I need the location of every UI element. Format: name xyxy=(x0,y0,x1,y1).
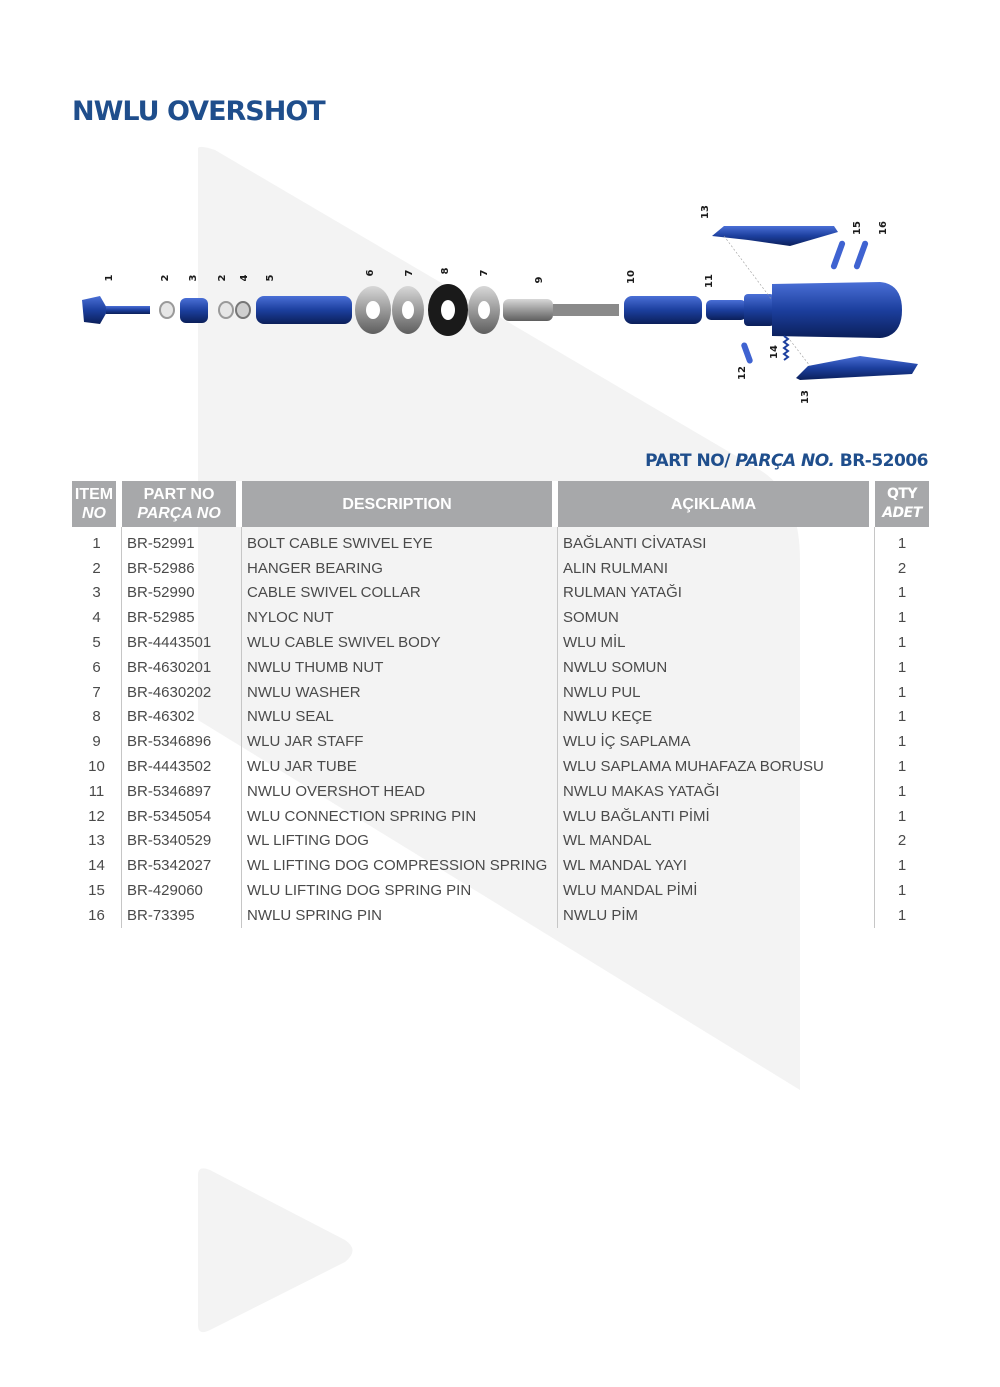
cell-aciklama: NWLU MAKAS YATAĞI xyxy=(558,779,875,804)
callout-number: 13 xyxy=(700,205,711,219)
cell-qty: 1 xyxy=(897,807,907,825)
cell-description: NWLU THUMB NUT xyxy=(242,655,558,680)
cell-description: HANGER BEARING xyxy=(242,556,558,581)
cell-item: 14 xyxy=(72,853,122,878)
cell-aciklama: WL MANDAL YAYI xyxy=(558,853,875,878)
part-lifting-dog xyxy=(712,226,838,246)
cell-aciklama: WLU BAĞLANTI PİMİ xyxy=(558,804,875,829)
cell-qty: 2 xyxy=(897,559,907,577)
header-qty: QTY ADET xyxy=(875,481,929,527)
cell-description: NWLU OVERSHOT HEAD xyxy=(242,779,558,804)
table-row xyxy=(72,581,929,606)
table-row xyxy=(72,903,929,928)
cell-part-no: BR-4443502 xyxy=(122,754,242,779)
table-row xyxy=(72,754,929,779)
cell-item: 4 xyxy=(72,605,122,630)
cell-part-no: BR-4630202 xyxy=(122,680,242,705)
cell-aciklama: RULMAN YATAĞI xyxy=(558,581,875,606)
cell-aciklama: WLU MİL xyxy=(558,630,875,655)
callout-number: 11 xyxy=(704,274,715,288)
cell-aciklama: ALIN RULMANI xyxy=(558,556,875,581)
cell-qty: 1 xyxy=(897,708,907,726)
cell-description: NYLOC NUT xyxy=(242,605,558,630)
part-spring-pin xyxy=(830,240,846,270)
callout-number: 15 xyxy=(852,221,863,235)
cell-aciklama: WLU MANDAL PİMİ xyxy=(558,878,875,903)
cell-part-no: BR-4630201 xyxy=(122,655,242,680)
table-row xyxy=(72,556,929,581)
table-row xyxy=(72,853,929,878)
part-collar xyxy=(180,298,208,323)
table-row xyxy=(72,878,929,903)
part-swivel-body xyxy=(256,296,352,324)
table-row xyxy=(72,527,929,556)
cell-description: BOLT CABLE SWIVEL EYE xyxy=(242,527,558,556)
cell-aciklama: SOMUN xyxy=(558,605,875,630)
callout-number: 7 xyxy=(404,269,415,277)
cell-part-no: BR-5342027 xyxy=(122,853,242,878)
cell-part-no: BR-5345054 xyxy=(122,804,242,829)
table-row xyxy=(72,680,929,705)
cell-part-no: BR-52986 xyxy=(122,556,242,581)
part-overshot-head xyxy=(706,282,902,338)
cell-description: WLU LIFTING DOG SPRING PIN xyxy=(242,878,558,903)
cell-qty: 1 xyxy=(897,584,907,602)
cell-description: WLU CABLE SWIVEL BODY xyxy=(242,630,558,655)
part-washer xyxy=(468,286,500,334)
cell-item: 12 xyxy=(72,804,122,829)
cell-item: 3 xyxy=(72,581,122,606)
cell-description: NWLU SEAL xyxy=(242,705,558,730)
table-row xyxy=(72,829,929,854)
cell-part-no: BR-52991 xyxy=(122,527,242,556)
cell-qty: 1 xyxy=(897,882,907,900)
cell-description: WL LIFTING DOG xyxy=(242,829,558,854)
callout-number: 1 xyxy=(104,274,115,282)
cell-aciklama: BAĞLANTI CİVATASI xyxy=(558,527,875,556)
cell-description: NWLU WASHER xyxy=(242,680,558,705)
cell-item: 1 xyxy=(72,527,122,556)
cell-aciklama: WLU SAPLAMA MUHAFAZA BORUSU xyxy=(558,754,875,779)
part-number-label: PART NO/ xyxy=(645,451,730,471)
cell-aciklama: NWLU KEÇE xyxy=(558,705,875,730)
cell-part-no: BR-4443501 xyxy=(122,630,242,655)
cell-item: 16 xyxy=(72,903,122,928)
callout-number: 3 xyxy=(188,274,199,282)
cell-part-no: BR-429060 xyxy=(122,878,242,903)
header-part-no: PART NO PARÇA NO xyxy=(122,481,242,527)
cell-qty: 1 xyxy=(897,857,907,875)
cell-aciklama: WL MANDAL xyxy=(558,829,875,854)
cell-qty: 1 xyxy=(897,658,907,676)
cell-item: 13 xyxy=(72,829,122,854)
cell-qty: 1 xyxy=(897,733,907,751)
header-description: DESCRIPTION xyxy=(242,481,558,527)
part-lifting-dog xyxy=(796,356,918,380)
cell-part-no: BR-5346897 xyxy=(122,779,242,804)
callout-number: 5 xyxy=(265,274,276,282)
header-aciklama: AÇIKLAMA xyxy=(558,481,875,527)
part-number-heading xyxy=(645,451,928,471)
page-title: NWLU OVERSHOT xyxy=(72,96,325,127)
cell-part-no: BR-52985 xyxy=(122,605,242,630)
cell-part-no: BR-5340529 xyxy=(122,829,242,854)
callout-number: 16 xyxy=(878,221,889,235)
table-header-row xyxy=(72,481,929,527)
cell-part-no: BR-5346896 xyxy=(122,729,242,754)
part-compression-spring xyxy=(784,336,788,360)
table-row xyxy=(72,630,929,655)
cell-item: 9 xyxy=(72,729,122,754)
part-number-value: BR-52006 xyxy=(839,451,928,471)
cell-qty: 1 xyxy=(897,683,907,701)
table-row xyxy=(72,804,929,829)
part-number-label-tr: PARÇA NO. xyxy=(735,451,835,471)
cell-qty: 1 xyxy=(897,634,907,652)
part-spring-pin xyxy=(853,240,869,270)
callout-number: 7 xyxy=(479,269,490,277)
exploded-parts-diagram xyxy=(0,190,1000,420)
callout-number: 2 xyxy=(160,274,171,282)
callout-number: 9 xyxy=(534,276,545,284)
table-row xyxy=(72,779,929,804)
cell-item: 6 xyxy=(72,655,122,680)
part-bolt xyxy=(82,296,150,324)
cell-item: 15 xyxy=(72,878,122,903)
cell-qty: 1 xyxy=(897,782,907,800)
cell-description: WLU JAR STAFF xyxy=(242,729,558,754)
cell-qty: 1 xyxy=(897,906,907,924)
cell-aciklama: WLU İÇ SAPLAMA xyxy=(558,729,875,754)
part-connection-pin xyxy=(740,342,753,365)
part-jar-staff xyxy=(503,299,619,321)
table-row xyxy=(72,705,929,730)
callout-number: 8 xyxy=(440,267,451,275)
cell-qty: 1 xyxy=(897,534,907,552)
cell-aciklama: NWLU SOMUN xyxy=(558,655,875,680)
cell-qty: 1 xyxy=(897,609,907,627)
cell-item: 8 xyxy=(72,705,122,730)
part-bearing xyxy=(160,302,174,318)
cell-aciklama: NWLU PUL xyxy=(558,680,875,705)
table-row xyxy=(72,655,929,680)
part-seal xyxy=(428,284,468,336)
cell-description: NWLU SPRING PIN xyxy=(242,903,558,928)
cell-part-no: BR-46302 xyxy=(122,705,242,730)
part-thumb-nut xyxy=(355,286,391,334)
callout-number: 13 xyxy=(800,390,811,404)
cell-description: WL LIFTING DOG COMPRESSION SPRING xyxy=(242,853,558,878)
callout-number: 12 xyxy=(737,366,748,380)
part-nut xyxy=(236,302,250,318)
cell-aciklama: NWLU PİM xyxy=(558,903,875,928)
part-jar-tube xyxy=(624,296,702,324)
part-bearing xyxy=(219,302,233,318)
cell-qty: 1 xyxy=(897,758,907,776)
cell-item: 7 xyxy=(72,680,122,705)
cell-description: WLU CONNECTION SPRING PIN xyxy=(242,804,558,829)
cell-part-no: BR-52990 xyxy=(122,581,242,606)
header-item: ITEM NO xyxy=(72,481,122,527)
cell-item: 10 xyxy=(72,754,122,779)
cell-item: 5 xyxy=(72,630,122,655)
cell-item: 2 xyxy=(72,556,122,581)
cell-description: CABLE SWIVEL COLLAR xyxy=(242,581,558,606)
cell-part-no: BR-73395 xyxy=(122,903,242,928)
cell-qty: 2 xyxy=(897,832,907,850)
callout-number: 2 xyxy=(217,274,228,282)
part-washer xyxy=(392,286,424,334)
callout-number: 14 xyxy=(769,345,780,359)
callout-number: 10 xyxy=(626,270,637,284)
parts-table xyxy=(72,481,929,928)
cell-item: 11 xyxy=(72,779,122,804)
cell-description: WLU JAR TUBE xyxy=(242,754,558,779)
callout-number: 4 xyxy=(239,274,250,282)
table-row xyxy=(72,605,929,630)
callout-number: 6 xyxy=(365,269,376,277)
table-row xyxy=(72,729,929,754)
